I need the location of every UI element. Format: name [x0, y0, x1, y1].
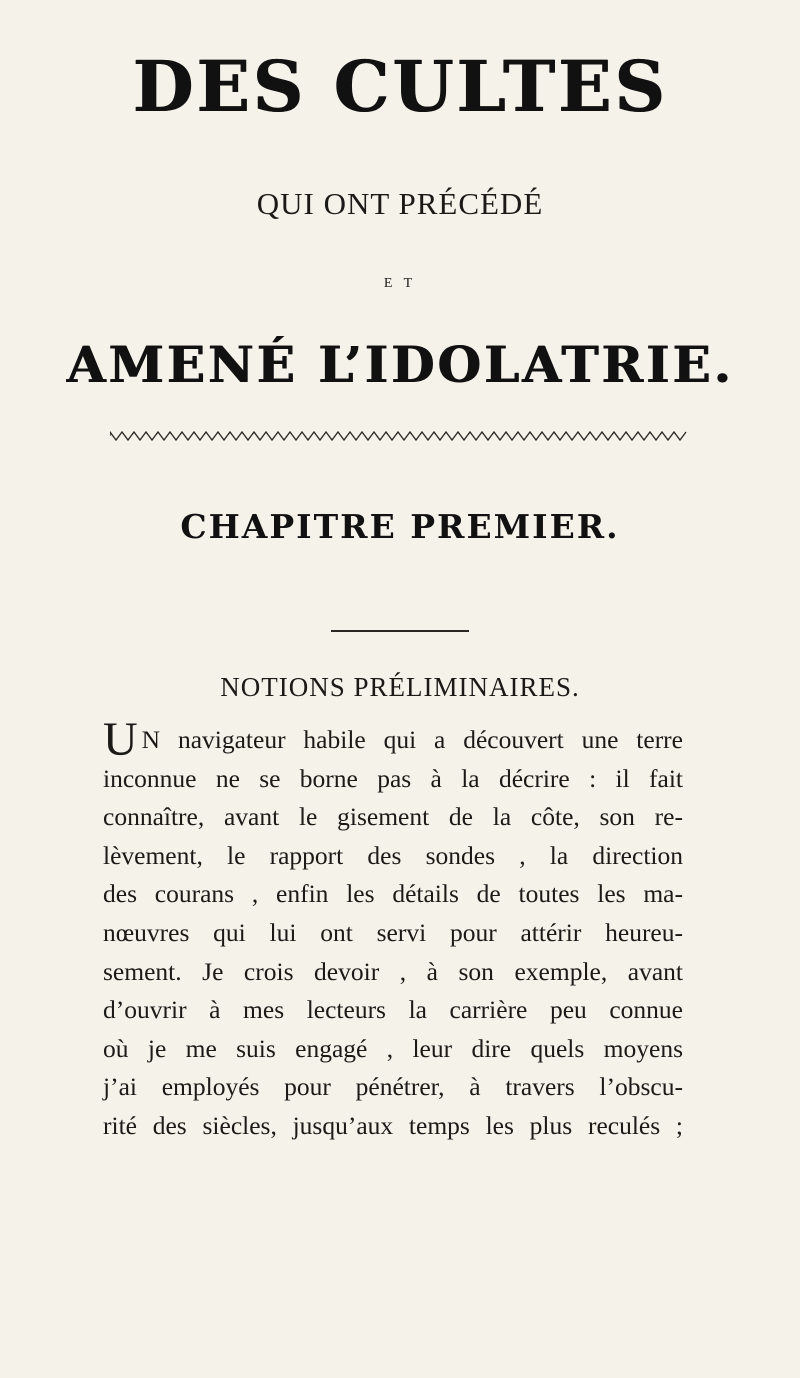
section-title: NOTIONS PRÉLIMINAIRES. — [220, 672, 580, 702]
horizontal-rule — [331, 630, 469, 632]
text-line: lèvement, le rapport des sondes , la direction — [103, 840, 683, 870]
body-paragraph — [103, 713, 683, 1146]
chapter-title: CHAPITRE PREMIER. — [180, 507, 620, 546]
text-line: rité des siècles, jusqu’aux temps les plus reculés ; — [103, 1110, 683, 1140]
text-line: où je me suis engagé , leur dire quels moyens — [103, 1033, 683, 1063]
subtitle: QUI ONT PRÉCÉDÉ — [256, 186, 544, 221]
text-line: j’ai employés pour pénétrer, à travers l’obscu- — [103, 1072, 683, 1102]
text-line-content: N navigateur habile qui a découvert une terre — [141, 725, 683, 754]
zigzag-ornament-divider — [110, 430, 690, 442]
text-line: sement. Je crois devoir , à son exemple, avant — [103, 956, 683, 986]
text-line: connaître, avant le gisement de la côte, son re- — [103, 802, 683, 832]
conjunction: E T — [383, 276, 417, 291]
text-line: d’ouvrir à mes lecteurs la carrière peu connue — [103, 995, 683, 1025]
text-line: nœuvres qui lui ont servi pour attérir heureu- — [103, 917, 683, 947]
text-line: inconnue ne se borne pas à la décrire : il fait — [103, 763, 683, 793]
drop-cap: U — [103, 713, 138, 766]
text-line — [103, 713, 683, 766]
text-line: des courans , enfin les détails de toutes les ma- — [103, 879, 683, 909]
main-title: DES CULTES — [132, 45, 668, 128]
second-title: AMENÉ L’IDOLATRIE. — [66, 335, 734, 394]
